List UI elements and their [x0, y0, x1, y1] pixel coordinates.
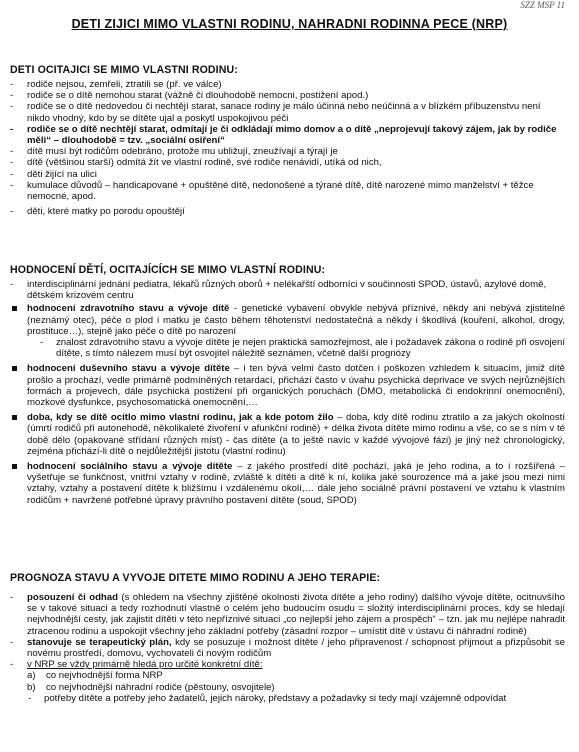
square-bullet-icon — [12, 415, 17, 420]
section1-heading: DETI OCITAJICI SE MIMO VLASTNI RODINU: — [10, 64, 238, 76]
alpha-text: co nejvhodnější náhradní rodiče (pěstouny, osvojitele) — [46, 681, 275, 693]
section1-item: - dítě musí být rodičům odebráno, protože mu ubližují, zneužívají a týrají je — [10, 146, 565, 157]
section1-item: - kumulace důvodů – handicapované + opuštěné dítě, nedonošené a týrané dítě, dítě narozené mimo manželství + těžce nemocné, apod. — [10, 180, 565, 202]
section2-list — [10, 303, 565, 505]
item-text: - genetické vybavení obvykle nebývá příznivé, někdy ani nebývá zjistitelné (neznámý otec), péče o plod i matku je často během těhotenství nedostatečná a někdy i škodlivá (kouření, alkohol, drogy, prostituce…), stejně jako péče o dítě po narození — [27, 303, 565, 337]
nrp-alpha-list — [10, 670, 565, 692]
item-text: – i ten bývá velmi často dotčen i poškozen vzhledem k situacím, jimiž dítě prošlo a prochází, vedle primárně podmíněných retardací, přichází často v úvahu psychická deprivace ve svých nejrůznějších formách a projevech, dále psychická postižení při organických poruchách (DMO, metabolická či endokrinní onemocnění), mozkové dysfunkce, psychosomatická onemocnění,… — [27, 363, 565, 409]
section1-item: - děti žijící na ulici — [10, 169, 565, 180]
alpha-item — [10, 670, 565, 681]
alpha-text: co nejvhodnější forma NRP — [46, 670, 163, 682]
item-text: – z jakého prostředí dítě pochází, jaká je jeho rodina, a to i rozšířená – vyšetřuje se funkčnost, vnitřní vztahy v rodině, zvláště k dítěti a dítě k ní, kolika jaké sourozence má a jaké jsou mezi nimi vztahy, vztahy a postavení dítěte k bližšímu i vzdálenému okolí,… dále jeho sociálně právní postavení ve vztahu k vlastním rodičům + navržené potřebné úpravy právního postavení dítěte (soud, SPOD) — [27, 461, 565, 506]
corner-label: SZZ MSP 11 — [520, 0, 565, 10]
section-prognosis — [10, 572, 565, 704]
item-text: – doba, kdy dítě rodinu ztratilo a za jakých okolností (úmrtí rodičů při autonehodě, několikaleté živoření v afunkční rodině) + délka života dítěte mimo rodinu a vše, co se s ním v té době dělo (opakované střídání různých míst) - čas dítěte (a to ještě navíc v každé vývojové fázi) je jiný než chronologický, zejména přichází-li dítě o nejdůležitější jistotu (vlastní rodinu) — [27, 412, 566, 457]
section1-item: - děti, které matky po porodu opouštějí — [10, 206, 565, 217]
item-lead: hodnocení zdravotního stavu a vývoje dítě — [27, 303, 230, 315]
alpha-item — [10, 682, 565, 693]
section3-list — [10, 592, 565, 659]
section1-item: - rodiče se o dítě nechtějí starat, odmítají je či odkládají mimo domov a o dítě „neprojevují takový zájem, jak by rodiče měli“ – dlouhodobě = tzv. „sociální osiření“ — [10, 124, 565, 146]
item-lead: hodnocení sociálního stavu a vývoje dítěte — [27, 461, 233, 473]
page-title: DETI ZIJICI MIMO VLASTNI RODINU, NAHRADNI RODINNA PECE (NRP) — [71, 17, 508, 31]
section3-nrp-list — [10, 659, 565, 670]
section-assessment — [10, 264, 565, 510]
section2-intro-list — [10, 279, 565, 301]
last-sub-item: - potřeby dítěte a potřeby jeho žadatelů, jejich nároky, představy a požadavky si tedy mají vzájemně odpovídat — [0, 693, 565, 704]
item-lead: doba, kdy se dítě ocitlo mimo vlastní rodinu, jak a kde potom žilo — [27, 412, 334, 424]
item-text: (s ohledem na všechny zjištěné okolnosti života dítěte a jeho rodiny) dalšího vývoje dítěte, ocitnuvšího se v takové situaci a tedy rozhodnutí vlastně o celém jeho budoucím osudu = složitý interdisciplinární proces, kdy se hledají nejvhodnější cesty, jak zajistit dítěti v této nepříznivé situaci „co nejlepší jeho zájem a prospěch“ – tzn. jak mu nejlépe nahradit ztracenou rodinu a uspokojit všechny jeho základní potřeby (zásadní rozpor – umístit dítě v ústavu či náhradní rodině) — [27, 592, 565, 637]
section2-item — [10, 363, 565, 408]
section2-heading: HODNOCENÍ DĚTÍ, OCITAJÍCÍCH SE MIMO VLASTNÍ RODINU: — [10, 264, 326, 276]
section3-last-sub — [0, 693, 565, 704]
section2-item — [10, 412, 565, 457]
item-lead: hodnocení duševního stavu a vývoje dítěte — [27, 363, 230, 375]
item-lead: stanovuje se terapeutický plán, — [27, 636, 172, 648]
alpha-marker: b) — [27, 681, 36, 693]
section-children-outside-family — [10, 64, 565, 217]
item-text: kdy se posuzuje i možnost dítěte / jeho připravenost / schopnost přijmout a přizpůsobit se novému prostředí, domovu, vychovateli či novým rodičům — [27, 636, 565, 660]
item-sub-list — [10, 337, 565, 359]
square-bullet-icon — [12, 306, 17, 311]
section3-heading: PROGNOZA STAVU A VYVOJE DITETE MIMO RODINU A JEHO TERAPIE: — [10, 572, 381, 584]
square-bullet-icon — [12, 464, 17, 469]
alpha-marker: a) — [27, 670, 36, 682]
square-bullet-icon — [12, 366, 17, 371]
section2-item — [10, 303, 565, 359]
section2-item — [10, 461, 565, 506]
section3-item — [10, 592, 565, 637]
section1-item: - rodiče nejsou, zemřeli, ztratili se (př. ve válce) — [10, 79, 565, 90]
section1-item: - rodiče se o dítě nemohou starat (vážně či dlouhodobě nemocni, postižení apod.) — [10, 90, 565, 101]
section1-item: - rodiče se o dítě nedovedou či nechtějí starat, sanace rodiny je málo účinná nebo neúčinná a v blízkém příbuzenstvu není nikdo vhodný, kdo by se dítěte ujal a poskytl uspokojivou péči — [10, 101, 565, 123]
section2-intro: - interdisciplinární jednání pediatra, lékařů různých oborů + nelékařští odborníci v součinnosti SPOD, ústavů, azylové domě, dětském krizovém centru — [10, 279, 565, 301]
section3-item — [10, 637, 565, 659]
item-sub: - znalost zdravotního stavu a vývoje dítěte je nejen praktická samozřejmost, ale i požadavek zákona o rodině při osvojení dítěte, s tímto nálezem musí být osvojitel náležitě seznámen, včetně další prognózy — [10, 337, 565, 359]
section1-list — [10, 79, 565, 217]
item-lead: posouzení či odhad — [27, 592, 118, 603]
section1-item: - dítě (většinou starší) odmítá žít ve vlastní rodině, své rodiče nenávidí, utíká od nich, — [10, 157, 565, 168]
nrp-line: - v NRP se vždy primárně hledá pro určité konkrétní dítě: — [10, 659, 565, 670]
